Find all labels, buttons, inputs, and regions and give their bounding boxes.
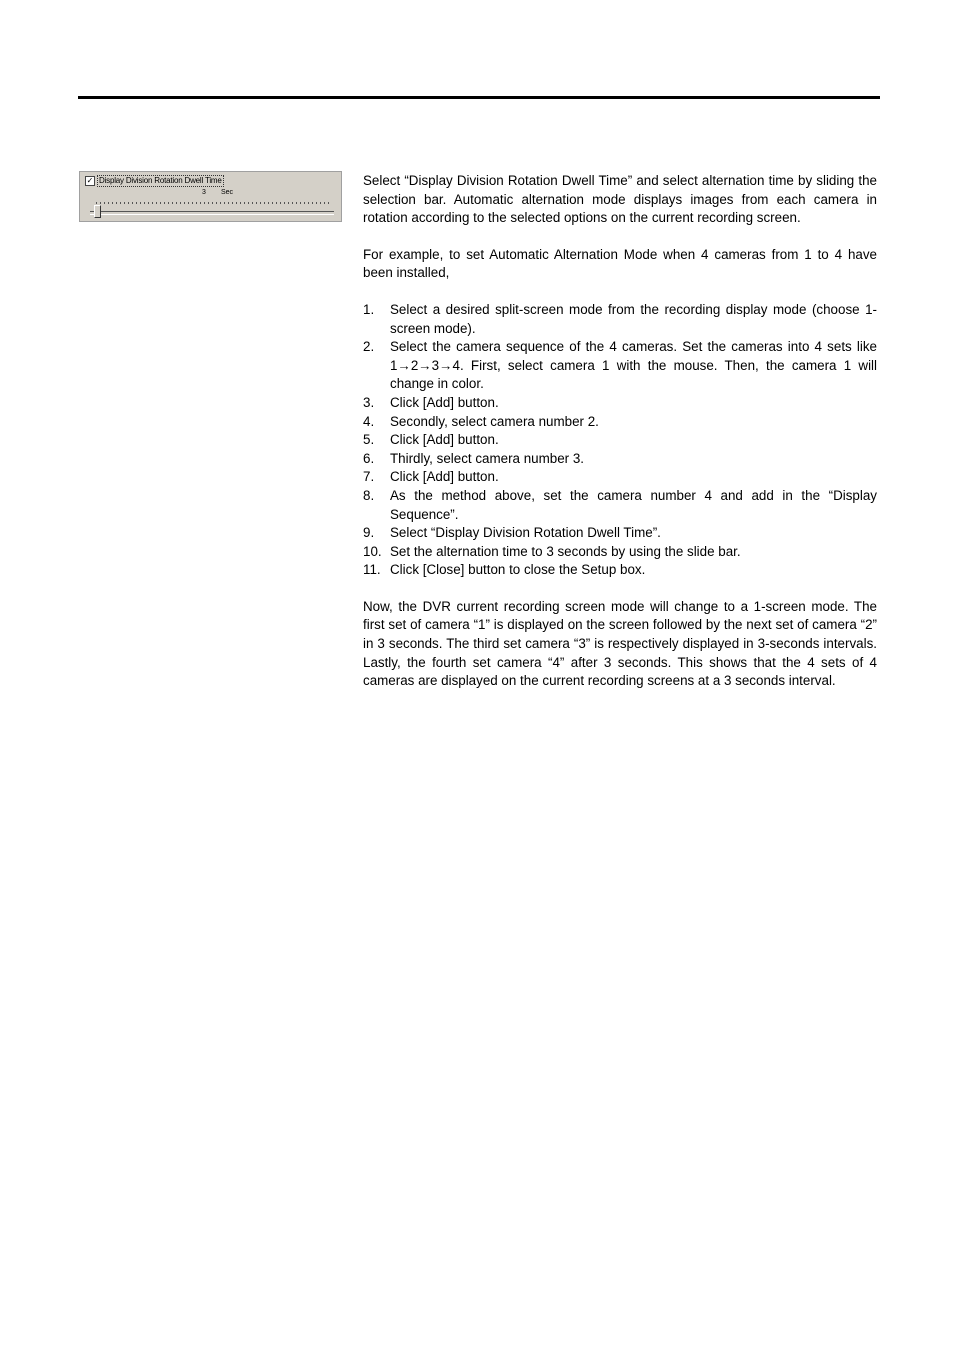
dwell-time-panel (79, 171, 342, 222)
step-text: Click [Add] button. (390, 432, 499, 448)
list-item (363, 338, 877, 394)
step-number: 11. (363, 562, 381, 578)
list-item (363, 413, 877, 432)
list-item (363, 561, 877, 580)
result-paragraph: Now, the DVR current recording screen mode will change to a 1-screen mode. The first set of camera “1” is displayed on the screen followed by the next set of camera “2” in 3 seconds. The third set camera “3” is respectively displayed in 3-seconds intervals. Lastly, the fourth set camera “4” after 3 seconds. This shows that the 4 sets of 4 cameras are displayed on the current recording screens at a 3 seconds interval. (363, 598, 877, 689)
header-rule (78, 96, 880, 99)
step-number: 4. (363, 413, 375, 429)
list-item (363, 524, 877, 543)
step-text: Select a desired split-screen mode from the recording display mode (choose 1-screen mode). (390, 301, 877, 336)
step-text: Select the camera sequence of the 4 cameras. Set the cameras into 4 sets like 1→2→3→4. First, select camera 1 with the mouse. Then, the camera 1 will change in color. (390, 339, 877, 392)
step-number: 8. (363, 487, 375, 503)
step-text: As the method above, set the camera number 4 and add in the “Display Sequence”. (390, 487, 877, 522)
list-item (363, 487, 877, 524)
step-number: 7. (363, 469, 375, 485)
slider-track[interactable] (90, 211, 334, 215)
list-item (363, 431, 877, 450)
step-text: Click [Close] button to close the Setup box. (390, 562, 646, 578)
dwell-time-value: 3 (202, 189, 206, 196)
slider-thumb[interactable] (94, 205, 101, 218)
step-number: 3. (363, 394, 375, 410)
list-item (363, 301, 877, 338)
step-number: 10. (363, 543, 382, 559)
instructions-column (363, 172, 877, 691)
step-number: 2. (363, 339, 375, 355)
step-text: Select “Display Division Rotation Dwell Time”. (390, 525, 661, 541)
step-text: Secondly, select camera number 2. (390, 413, 599, 429)
intro-paragraph: Select “Display Division Rotation Dwell Time” and select alternation time by sliding the selection bar. Automatic alternation mode displays images from each camera in rotation according to the selected options on the current recording screen. (363, 173, 877, 226)
step-text: Click [Add] button. (390, 394, 499, 410)
dwell-time-checkbox[interactable]: ✓ (86, 176, 94, 185)
list-item (363, 468, 877, 487)
step-text: Click [Add] button. (390, 469, 499, 485)
step-number: 6. (363, 450, 375, 466)
step-number: 5. (363, 432, 375, 448)
list-item (363, 543, 877, 562)
step-number: 9. (363, 525, 375, 541)
step-number: 1. (363, 301, 375, 317)
example-paragraph: For example, to set Automatic Alternation Mode when 4 cameras from 1 to 4 have been installed, (363, 246, 877, 281)
dwell-time-checkbox-label[interactable]: Display Division Rotation Dwell Time (99, 176, 222, 185)
slider-ticks (96, 202, 332, 204)
dwell-time-unit: Sec (221, 189, 234, 196)
step-text: Thirdly, select camera number 3. (390, 450, 584, 466)
steps-list (363, 301, 877, 580)
list-item (363, 394, 877, 413)
step-text: Set the alternation time to 3 seconds by using the slide bar. (390, 543, 741, 559)
list-item (363, 450, 877, 469)
